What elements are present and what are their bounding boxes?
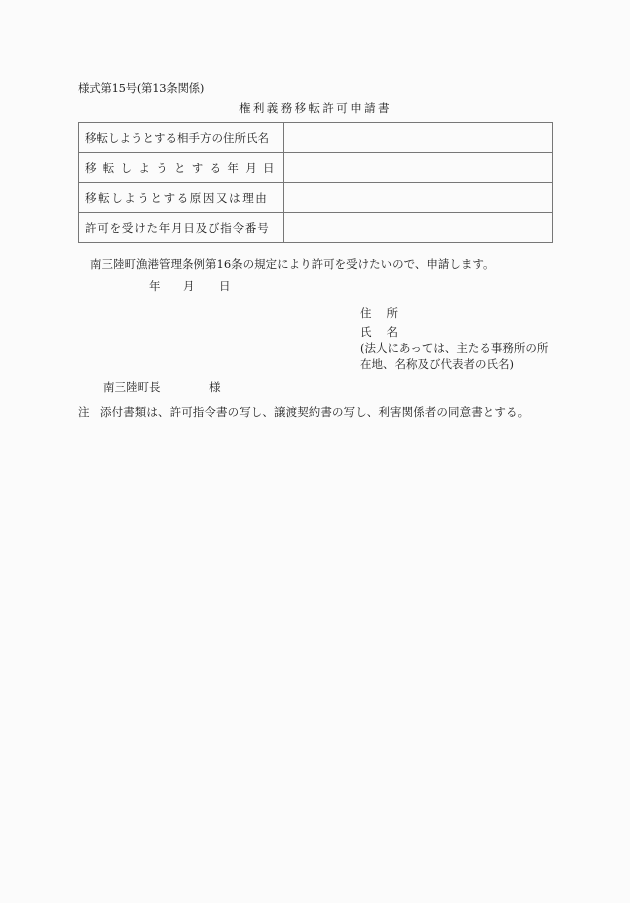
note-text: 添付書類は、許可指令書の写し、譲渡契約書の写し、利害関係者の同意書とする。 bbox=[100, 405, 530, 419]
recipient-name: 南三陸町長 bbox=[103, 380, 161, 394]
applicant-address-label bbox=[360, 305, 398, 321]
row-label-transferee: 移転しようとする相手方の住所氏名 bbox=[79, 123, 284, 153]
table-row bbox=[79, 183, 553, 213]
applicant-corporate-note-line1: (法人にあっては、主たる事務所の所 bbox=[360, 341, 549, 355]
table-row bbox=[79, 123, 553, 153]
address-label-char-1: 住 bbox=[360, 306, 372, 320]
date-year-label: 年 bbox=[149, 279, 161, 293]
note-label: 注 bbox=[78, 405, 90, 419]
field-transfer-reason[interactable] bbox=[284, 183, 553, 213]
applicant-corporate-note-line2: 在地、名称及び代表者の氏名) bbox=[360, 357, 514, 371]
field-permit-date-number[interactable] bbox=[284, 213, 553, 243]
recipient-honorific: 様 bbox=[209, 380, 221, 394]
field-value[interactable] bbox=[284, 123, 552, 152]
table-row bbox=[79, 213, 553, 243]
field-value[interactable] bbox=[284, 153, 552, 182]
application-form-table bbox=[78, 122, 553, 243]
name-label-char-1: 氏 bbox=[360, 325, 372, 339]
applicant-name-label bbox=[360, 324, 398, 340]
date-month-label: 月 bbox=[183, 279, 195, 293]
field-transferee-address-name[interactable] bbox=[284, 123, 553, 153]
document-title: 権利義務移転許可申請書 bbox=[239, 101, 392, 115]
field-value[interactable] bbox=[284, 213, 552, 242]
table-row bbox=[79, 153, 553, 183]
row-label-permit-info: 許可を受けた年月日及び指令番号 bbox=[79, 213, 284, 243]
application-statement: 南三陸町漁港管理条例第16条の規定により許可を受けたいので、申請します。 bbox=[90, 257, 495, 271]
name-label-char-2: 名 bbox=[386, 325, 398, 339]
field-transfer-date[interactable] bbox=[284, 153, 553, 183]
address-label-char-2: 所 bbox=[386, 306, 398, 320]
form-number: 様式第15号(第13条関係) bbox=[78, 81, 205, 95]
row-label-transfer-reason: 移転しようとする原因又は理由 bbox=[79, 183, 284, 213]
row-label-transfer-date: 移転しようとする年月日 bbox=[79, 153, 284, 183]
date-day-label: 日 bbox=[219, 279, 231, 293]
field-value[interactable] bbox=[284, 183, 552, 212]
